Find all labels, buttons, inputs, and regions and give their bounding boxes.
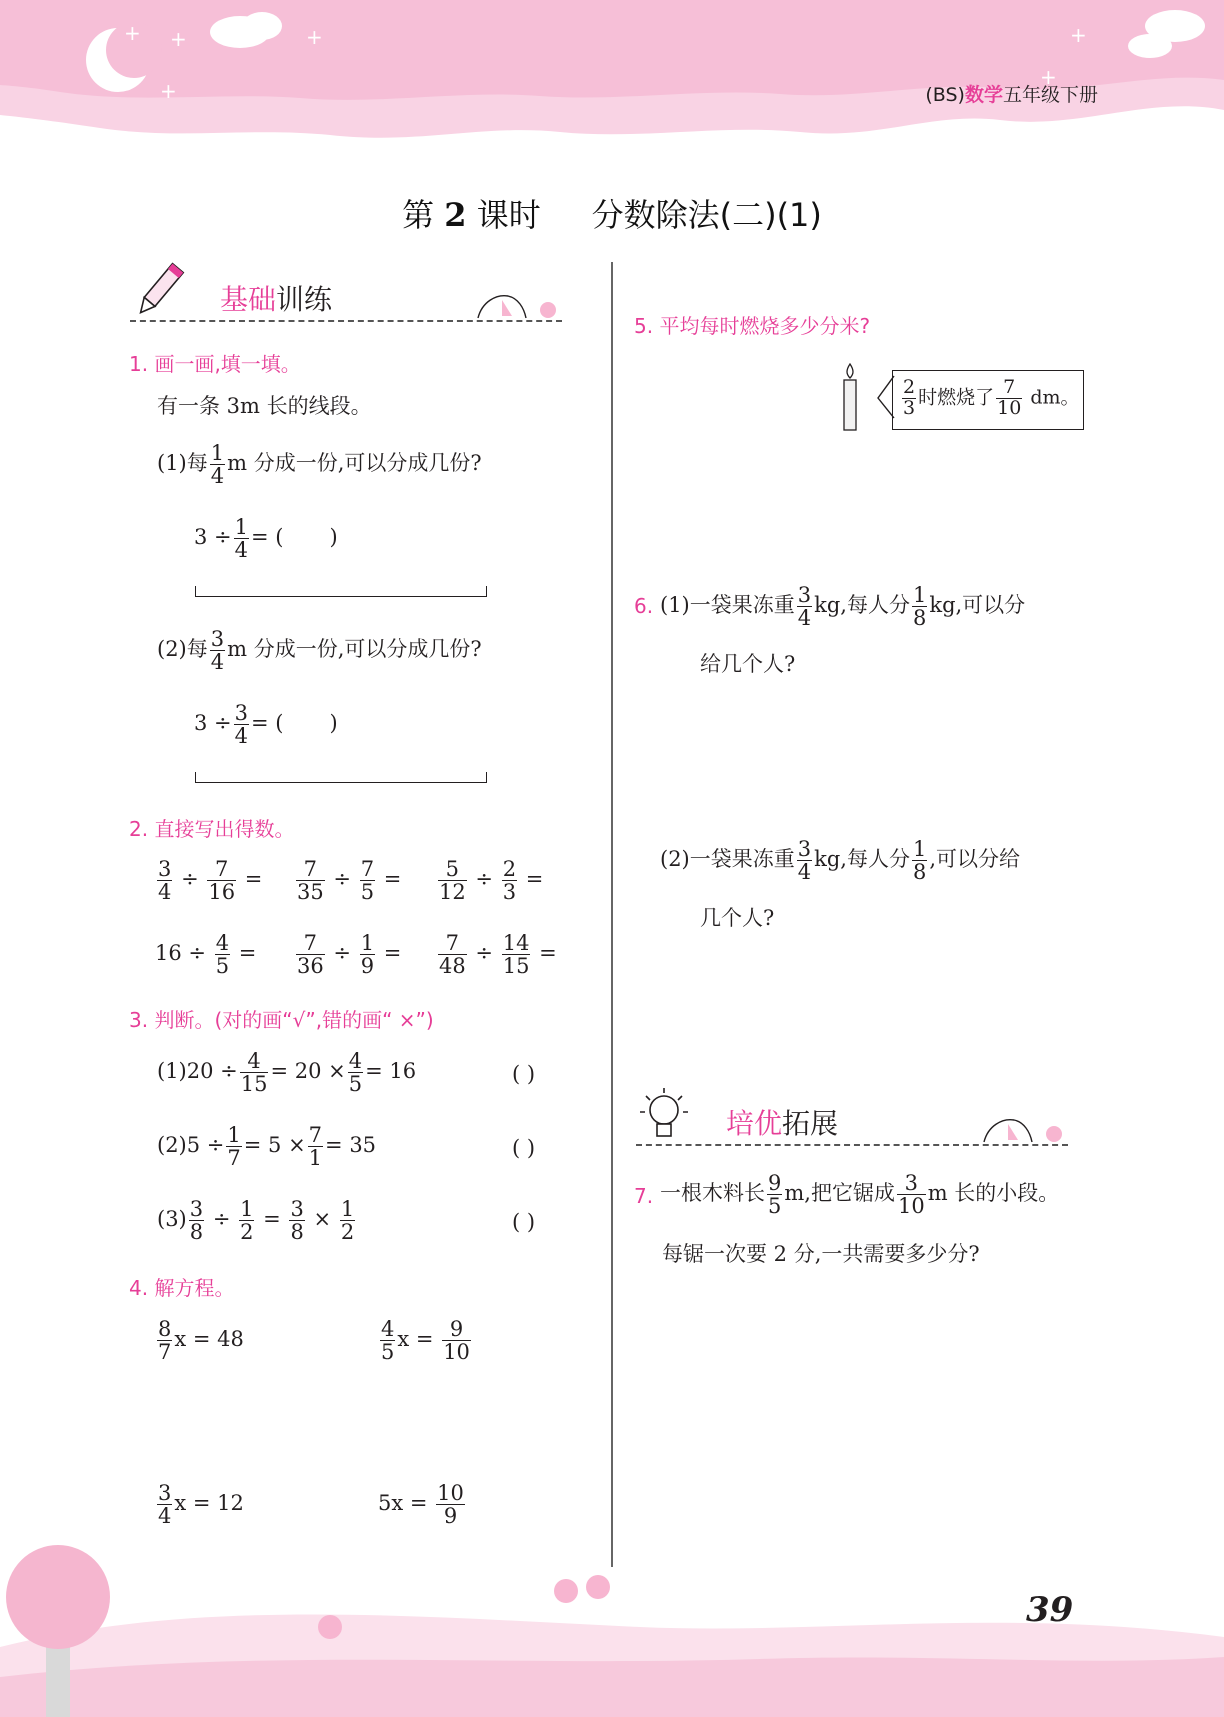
section-basic-rule: [130, 320, 562, 322]
sailboat-icon: [976, 1106, 1068, 1146]
equals-sign: =: [263, 1207, 281, 1232]
header-cloud-band: [0, 0, 1224, 150]
fraction-numerator: 9: [768, 1171, 782, 1195]
equals-sign: =: [383, 867, 402, 892]
svg-text:+: +: [1040, 65, 1057, 89]
svg-text:+: +: [1070, 23, 1087, 47]
fraction-denominator: 15: [240, 1072, 268, 1097]
q1-part1-expr-fraction: [234, 516, 249, 561]
expr-part: = 16: [365, 1059, 417, 1084]
candle-icon: [838, 362, 898, 434]
q1-part2-suffix: m 分成一份,可以分成几份?: [227, 637, 482, 662]
q1-part2-line-segment[interactable]: [195, 772, 487, 783]
expr-part: (3): [157, 1207, 187, 1232]
equation-rest: x =: [397, 1327, 434, 1352]
q3-item-2-answer-blank[interactable]: ( ): [512, 1136, 536, 1160]
q5-heading: 5. 平均每时燃烧多少分米?: [634, 314, 871, 338]
fraction-denominator: 4: [797, 860, 812, 885]
fraction-denominator: 4: [797, 606, 812, 631]
fraction-denominator: 48: [439, 954, 466, 979]
text-part: kg,每人分: [814, 847, 910, 872]
fraction-denominator: 10: [443, 1340, 470, 1365]
fraction-numerator: 7: [996, 378, 1022, 399]
expr-part: (1)20 ÷: [157, 1059, 238, 1084]
equation-rest: x = 48: [174, 1327, 244, 1352]
fraction-denominator: 8: [912, 860, 927, 885]
fraction-numerator: 7: [308, 1123, 323, 1147]
text-part: kg,每人分: [814, 593, 910, 618]
equation-rest: x = 12: [174, 1491, 244, 1516]
section-extension-rule: [636, 1144, 1068, 1146]
fraction-denominator: 4: [210, 464, 225, 489]
section-basic-training: [130, 258, 562, 330]
section-extension-title: [726, 1102, 838, 1142]
title-lesson: 第: [402, 196, 435, 234]
answer-blank-close: ): [329, 711, 338, 736]
q6-part2-line2: 几个人?: [700, 906, 775, 930]
fraction-numerator: 2: [502, 857, 517, 881]
equals-sign: =: [539, 941, 557, 966]
q4-equation-3: [155, 1482, 244, 1527]
equation-rest: 5x =: [378, 1491, 428, 1516]
fraction-denominator: 4: [234, 724, 249, 749]
q1-part2-text: [157, 628, 482, 673]
q2-heading: 2. 直接写出得数。: [129, 817, 295, 841]
q1-part1-text: [157, 442, 482, 487]
lightbulb-icon: [636, 1084, 698, 1148]
divide-sign: ÷: [333, 941, 352, 966]
fraction-numerator: 3: [797, 837, 812, 861]
q1-part2-fraction: [210, 628, 225, 673]
q3-item-2: [157, 1124, 376, 1169]
title-lesson-number: 2: [444, 196, 467, 234]
section-basic-title-rest: 训练: [276, 283, 333, 316]
q2-item-6: [436, 932, 557, 977]
divide-sign: ÷: [212, 1207, 231, 1232]
fraction-denominator: 1: [308, 1146, 323, 1171]
sailboat-icon: [470, 282, 562, 322]
q1-heading: 1. 画一画,填一填。: [129, 352, 301, 376]
fraction-numerator: 3: [210, 627, 225, 651]
fraction-denominator: 8: [189, 1220, 204, 1245]
fraction-denominator: 8: [912, 606, 927, 631]
section-basic-title-pink: 基础: [220, 283, 277, 316]
fraction-numerator: 4: [381, 1317, 395, 1341]
expr-equals: = (: [251, 711, 284, 736]
q3-item-3-answer-blank[interactable]: ( ): [512, 1210, 536, 1234]
fraction-denominator: 3: [903, 396, 916, 419]
fraction-numerator: 14: [502, 931, 530, 955]
fraction-numerator: 3: [290, 1197, 304, 1221]
fraction-numerator: 8: [158, 1317, 172, 1341]
fraction-numerator: 7: [296, 858, 325, 881]
divide-sign: ÷: [181, 867, 199, 892]
q3-heading: 3. 判断。(对的画“√”,错的画“ ×”): [129, 1008, 434, 1032]
text-part: (2)一袋果冻重: [660, 847, 795, 872]
title-lesson-tail: 课时: [476, 196, 541, 234]
title-topic: 分数除法(二)(1): [591, 196, 822, 234]
fraction-denominator: 10: [997, 396, 1022, 419]
q2-item-2: [294, 858, 401, 903]
fraction-denominator: 9: [443, 1504, 458, 1529]
text-part: m 长的小段。: [927, 1181, 1060, 1206]
fraction-denominator: 35: [297, 880, 324, 905]
fraction-numerator: 4: [240, 1050, 269, 1073]
fraction-numerator: 7: [207, 858, 236, 881]
q2-item-3: [436, 858, 543, 903]
expr-left: 3 ÷: [194, 711, 232, 736]
fraction-denominator: 36: [297, 954, 324, 979]
answer-blank-close: ): [329, 525, 338, 550]
text-part: 一根木料长: [660, 1181, 765, 1206]
fraction-denominator: 5: [381, 1340, 395, 1365]
equals-sign: =: [525, 867, 544, 892]
q6-number: 6.: [634, 594, 654, 618]
q3-item-1: [157, 1050, 416, 1095]
section-extension-title-rest: 拓展: [782, 1107, 839, 1140]
book-edition: (BS): [925, 84, 965, 106]
fraction-numerator: 7: [296, 932, 325, 955]
fraction-denominator: 7: [158, 1340, 172, 1365]
whole-number: 16: [155, 941, 182, 966]
fraction-numerator: 3: [234, 701, 249, 725]
fraction-numerator: 1: [912, 583, 927, 607]
fraction-denominator: 4: [234, 538, 249, 563]
svg-text:+: +: [124, 21, 141, 45]
fraction-numerator: 5: [438, 858, 467, 881]
expr-left: 3 ÷: [194, 525, 232, 550]
fraction-numerator: 10: [437, 1481, 464, 1505]
q2-item-1: [155, 858, 262, 903]
fraction-denominator: 5: [215, 954, 230, 979]
fraction-numerator: 3: [189, 1197, 204, 1221]
q1-part2-expression: [194, 702, 338, 747]
section-extension-title-pink: 培优: [726, 1107, 783, 1140]
fraction-numerator: 1: [340, 1197, 355, 1221]
q6-part1-text: [660, 584, 1025, 629]
speech-middle: 时燃烧了: [918, 386, 995, 409]
fraction-denominator: 12: [439, 880, 466, 905]
text-part: (1)一袋果冻重: [660, 593, 795, 618]
equals-sign: =: [238, 941, 257, 966]
fraction-denominator: 2: [240, 1220, 254, 1245]
svg-text:+: +: [170, 27, 187, 51]
fraction-numerator: 3: [797, 583, 812, 607]
fraction-denominator: 8: [290, 1220, 304, 1245]
pencil-icon: [130, 258, 190, 324]
fraction-numerator: 7: [438, 932, 467, 955]
q7-line2: 每锯一次要 2 分,一共需要多少分?: [662, 1242, 980, 1266]
book-label: [925, 80, 1098, 107]
fraction-numerator: 1: [210, 441, 225, 465]
q1-part2-prefix: (2)每: [157, 637, 208, 662]
fraction-numerator: 1: [360, 931, 375, 955]
q6-part2-text: [660, 838, 1020, 883]
fraction-denominator: 10: [897, 1194, 925, 1219]
expr-part: (2)5 ÷: [157, 1133, 225, 1158]
section-basic-title: [220, 278, 332, 318]
equals-sign: =: [244, 867, 263, 892]
fraction-numerator: 9: [442, 1318, 471, 1341]
q4-equation-4: [378, 1482, 467, 1527]
page-number: 39: [1026, 1590, 1074, 1630]
divide-sign: ÷: [188, 941, 207, 966]
fraction-denominator: 3: [502, 880, 517, 905]
q7-number: 7.: [634, 1184, 654, 1208]
q4-heading: 4. 解方程。: [129, 1276, 235, 1300]
expr-part: = 35: [325, 1133, 377, 1158]
q1-part1-expression: [194, 516, 338, 561]
svg-text:+: +: [306, 25, 323, 49]
q1-part1-prefix: (1)每: [157, 451, 208, 476]
q1-part1-fraction: [210, 442, 225, 487]
fraction-denominator: 5: [348, 1072, 363, 1097]
fraction-numerator: 4: [348, 1049, 363, 1073]
fraction-numerator: 2: [903, 376, 916, 398]
fraction-denominator: 15: [502, 954, 530, 979]
times-sign: ×: [313, 1207, 332, 1232]
fraction-numerator: 1: [234, 515, 249, 539]
equals-sign: =: [383, 941, 402, 966]
divide-sign: ÷: [475, 941, 494, 966]
page-title: [0, 190, 1224, 236]
fraction-denominator: 5: [360, 880, 375, 905]
column-divider: [611, 262, 613, 1567]
text-part: kg,可以分: [929, 593, 1026, 618]
book-subject: 数学: [964, 84, 1003, 106]
q4-equation-2: [378, 1318, 473, 1363]
fraction-denominator: 7: [227, 1146, 241, 1171]
q4-equation-1: [155, 1318, 244, 1363]
fraction-denominator: 4: [158, 880, 172, 905]
q5-speech-text: [900, 378, 1080, 419]
q2-item-5: [294, 932, 401, 977]
q7-text: [660, 1172, 1059, 1217]
q6-part1-line2: 给几个人?: [700, 652, 796, 676]
fraction-denominator: 5: [768, 1194, 782, 1219]
fraction-denominator: 4: [158, 1504, 172, 1529]
fraction-denominator: 4: [210, 650, 225, 675]
fraction-numerator: 7: [360, 857, 375, 881]
fraction-numerator: 1: [240, 1197, 254, 1221]
q3-item-3: [157, 1198, 357, 1243]
fraction-numerator: 4: [215, 931, 230, 955]
fraction-denominator: 2: [340, 1220, 355, 1245]
text-part: m,把它锯成: [784, 1181, 895, 1206]
q1-part1-suffix: m 分成一份,可以分成几份?: [227, 451, 482, 476]
fraction-numerator: 1: [912, 837, 927, 861]
fraction-denominator: 9: [360, 954, 375, 979]
fraction-numerator: 3: [158, 857, 172, 881]
fraction-numerator: 3: [158, 1481, 172, 1505]
divide-sign: ÷: [475, 867, 494, 892]
book-grade: 五年级下册: [1002, 84, 1098, 106]
fraction-numerator: 3: [897, 1172, 926, 1195]
q3-item-1-answer-blank[interactable]: ( ): [512, 1062, 536, 1086]
section-extension: [636, 1082, 1068, 1154]
fraction-denominator: 16: [208, 880, 236, 905]
expr-equals: = (: [251, 525, 284, 550]
fraction-numerator: 1: [227, 1123, 241, 1147]
text-part: ,可以分给: [929, 847, 1021, 872]
expr-part: = 20 ×: [270, 1059, 346, 1084]
svg-text:+: +: [160, 79, 177, 103]
q1-intro: 有一条 3m 长的线段。: [157, 394, 372, 418]
expr-part: = 5 ×: [243, 1133, 306, 1158]
q1-part1-line-segment[interactable]: [195, 586, 487, 597]
q1-part2-expr-fraction: [234, 702, 249, 747]
divide-sign: ÷: [333, 867, 352, 892]
q2-item-4: [155, 932, 256, 977]
speech-tail: dm。: [1030, 386, 1080, 409]
